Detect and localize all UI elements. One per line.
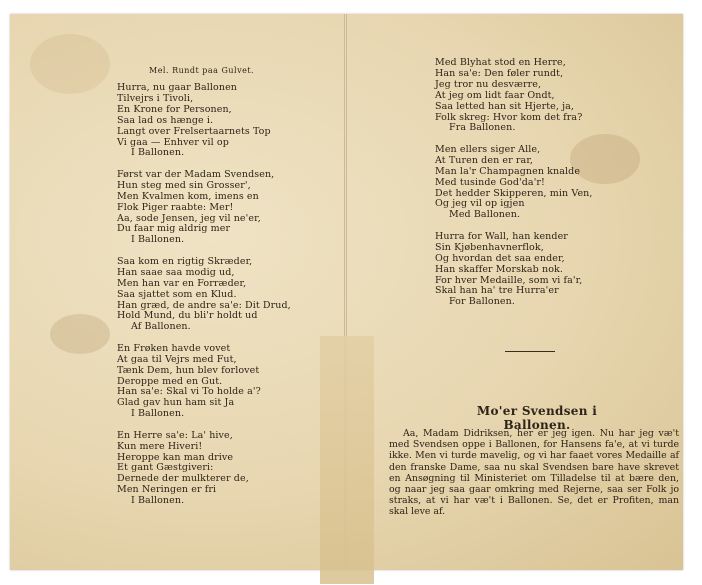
stanza: [435, 145, 665, 221]
verse-line: Folk skreg: Hvor kom det fra?: [435, 111, 583, 123]
verse-line: Man la'r Champagnen knalde: [435, 165, 581, 177]
verse-line: For hver Medaille, som vi fa'r,: [435, 274, 583, 286]
verse-line: Men han var en Forræder,: [117, 277, 247, 289]
verse-line: Tænk Dem, hun blev forlovet: [117, 364, 260, 376]
verse-line: Men ellers siger Alle,: [435, 143, 541, 155]
refrain-line: I Ballonen.: [131, 408, 185, 420]
pamphlet-sheet: [10, 14, 683, 570]
verse-line: At jeg om lidt faar Ondt,: [435, 89, 555, 101]
verse-line: Først var der Madam Svendsen,: [117, 168, 275, 180]
right-verses: [435, 58, 665, 308]
verse-line: Skal han ha' tre Hurra'er: [435, 285, 559, 297]
verse-line: Sin Kjøbenhavnerflok,: [435, 241, 544, 253]
prose-title: Mo'er Svendsen i Ballonen.: [476, 404, 598, 432]
refrain-line: I Ballonen.: [131, 495, 185, 507]
verse-line: Heroppe kan man drive: [117, 451, 234, 463]
verse-line: Vi gaa — Enhver vil op: [117, 136, 229, 148]
verse-line: En Krone for Personen,: [117, 103, 232, 115]
stanza: [117, 344, 332, 420]
right-page: [347, 14, 683, 570]
verse-line: Jeg tror nu desværre,: [435, 78, 542, 90]
verse-line: En Herre sa'e: La' hive,: [117, 429, 233, 441]
stanza: [435, 58, 665, 134]
verse-line: Deroppe med en Gut.: [117, 375, 223, 387]
verse-line: Kun mere Hiveri!: [117, 440, 203, 452]
verse-line: Han græd, de andre sa'e: Dit Drud,: [117, 299, 291, 311]
verse-line: Han saae saa modig ud,: [117, 266, 235, 278]
refrain-line: Af Ballonen.: [131, 321, 191, 333]
verse-line: Hurra, nu gaar Ballonen: [117, 82, 238, 93]
stanza: [117, 257, 332, 333]
melody-note: Mel. Rundt paa Gulvet.: [149, 66, 255, 75]
refrain-line: For Ballonen.: [449, 296, 515, 308]
verse-line: Saa letted han sit Hjerte, ja,: [435, 100, 575, 112]
left-page: [10, 14, 344, 570]
verse-line: En Frøken havde vovet: [117, 342, 231, 354]
stanza: [117, 83, 332, 159]
verse-line: Hun steg med sin Grosser',: [117, 179, 251, 191]
verse-line: Men Neringen er fri: [117, 484, 217, 496]
verse-line: Han sa'e: Skal vi To holde a'?: [117, 386, 261, 398]
verse-line: At gaa til Vejrs med Fut,: [117, 353, 237, 365]
verse-line: Saa lad os hænge i.: [117, 114, 214, 126]
stanza: [435, 232, 665, 308]
verse-line: Saa sjattet som en Klud.: [117, 288, 237, 300]
verse-line: Langt over Frelsertaarnets Top: [117, 125, 271, 137]
verse-line: Med Blyhat stod en Herre,: [435, 57, 566, 68]
verse-line: At Turen den er rar,: [435, 154, 534, 166]
verse-line: Et gant Gæstgiveri:: [117, 462, 214, 474]
verse-line: Og jeg vil op igjen: [435, 198, 525, 210]
verse-line: Dernede der mulkterer de,: [117, 473, 249, 485]
verse-line: Hold Mund, du bli'r holdt ud: [117, 310, 258, 322]
verse-line: Aa, sode Jensen, jeg vil ne'er,: [117, 212, 261, 224]
verse-line: Han sa'e: Den føler rundt,: [435, 67, 564, 79]
verse-line: Saa kom en rigtig Skræder,: [117, 255, 253, 267]
verse-line: Hurra for Wall, han kender: [435, 230, 568, 242]
prose-paragraph: Aa, Madam Didriksen, her er jeg igen. Nu har jeg væ't med Svendsen oppe i Ballonen, for Hansens fa'e, at vi turde ikke. Men vi turde mavelig, og vi har faaet vores Medaille af den franske Dame, saa nu skal Svendsen bare have skrevet en Ansøgning til Ministeriet om Tilladelse til at bære den, og naar jeg saa gaar omkring med Rejerne, saa ser Folk jo straks, at vi har væ't i Ballonen. Se, det er Profiten, man skal leve af.: [389, 428, 679, 518]
verse-line: Han skaffer Morskab nok.: [435, 263, 563, 275]
verse-line: Det hedder Skipperen, min Ven,: [435, 187, 593, 199]
refrain-line: I Ballonen.: [131, 234, 185, 246]
refrain-line: Fra Ballonen.: [449, 122, 516, 134]
verse-line: Du faar mig aldrig mer: [117, 223, 231, 235]
refrain-line: I Ballonen.: [131, 147, 185, 159]
section-divider: [505, 351, 555, 352]
verse-line: Og hvordan det saa ender,: [435, 252, 565, 264]
verse-line: Tilvejrs i Tivoli,: [117, 92, 194, 104]
left-verses: [117, 66, 332, 507]
verse-line: Flok Piger raabte: Mer!: [117, 201, 234, 213]
stanza: [117, 170, 332, 246]
repair-tape: [320, 336, 374, 584]
refrain-line: Med Ballonen.: [449, 209, 521, 221]
verse-line: Glad gav hun ham sit Ja: [117, 397, 235, 409]
verse-line: Med tusinde God'da'r!: [435, 176, 545, 188]
stanza: [117, 431, 332, 507]
verse-line: Men Kvalmen kom, imens en: [117, 190, 259, 202]
